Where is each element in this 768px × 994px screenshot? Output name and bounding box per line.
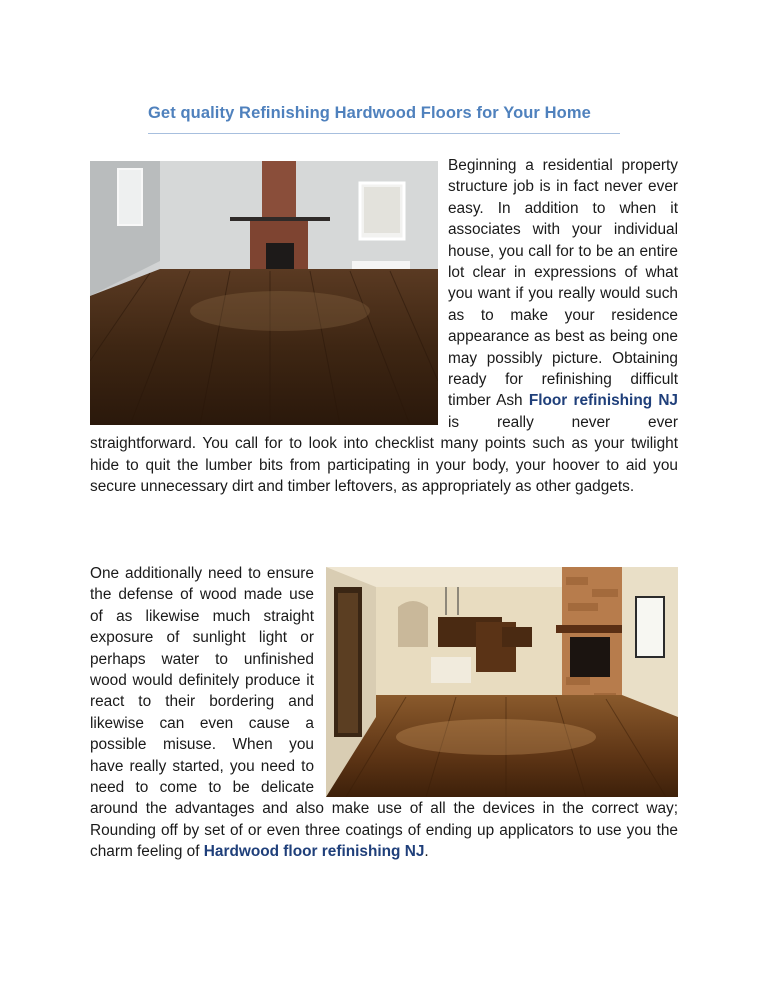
paragraph-2: [90, 563, 678, 863]
hardwood-room-photo: [90, 161, 438, 425]
paragraph-1: [90, 155, 678, 498]
paragraph-2-text-end: .: [424, 843, 429, 861]
kitchen-living-room-photo: [326, 567, 678, 797]
paragraph-1-text-start: Beginning a residential property structure job is in fact never ever easy. In addition to when it associates with your individual house, you call for to be an entire lot clear in expressions of what you want if you really would such as to make your residence appearance as best as being one may possibly picture. Obtaining ready for refinishing difficult timber Ash: [448, 157, 678, 410]
paragraph-2-text-start: One additionally need to ensure the defense of wood made use of as likewise much straight exposure of sunlight light or perhaps water to unfinished wood would definitely produce it react to their bordering and likewise can even cause a possible misuse. When you have really started, you need to need to come to be delicate around the advantages and also make use of all the devices in the correct way; Rounding off by set of or even three coatings of ending up applicators to use you the charm feeling of: [90, 565, 678, 861]
hardwood-floor-refinishing-nj-link[interactable]: Hardwood floor refinishing NJ: [203, 843, 425, 861]
paragraph-1-text-end: is really never ever straightforward. You call for to look into checklist many points such as your twilight hide to quit the lumber bits from participating in your body, your hoover to aid you secure unnecessary dirt and timber leftovers, as appropriately as other gadgets.: [90, 413, 678, 496]
page-title: Get quality Refinishing Hardwood Floors for Your Home: [148, 104, 620, 134]
floor-refinishing-nj-link[interactable]: Floor refinishing NJ: [528, 392, 678, 410]
